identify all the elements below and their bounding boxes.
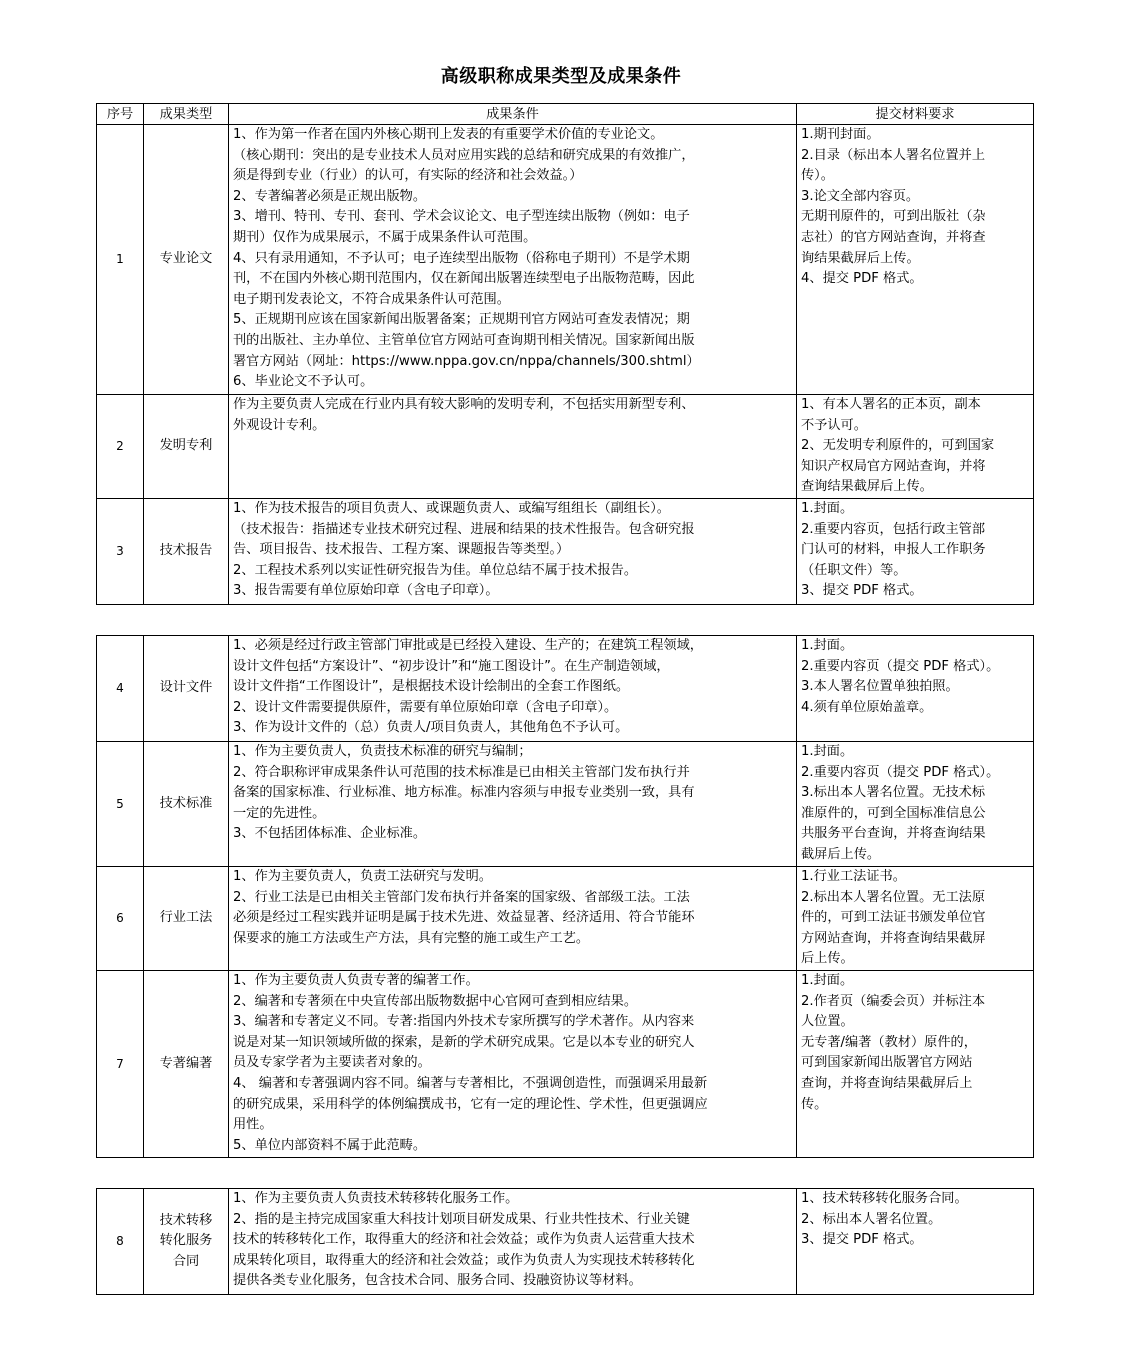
row-number: 3 xyxy=(97,499,144,605)
material-text-line: （任职文件）等。 xyxy=(801,562,907,578)
condition-text-line: 作为主要负责人完成在行业内具有较大影响的发明专利，不包括实用新型专利、 xyxy=(233,397,695,412)
material-requirements xyxy=(797,1189,1034,1295)
condition-text-line: 2、行业工法是已由相关主管部门发布执行并备案的国家级、省部级工法。工法 xyxy=(233,889,690,905)
condition-text-line: 2、符合职称评审成果条件认可范围的技术标准是已由相关主管部门发布执行并 xyxy=(233,764,690,780)
material-text-line: 共服务平台查询，并将查询结果 xyxy=(801,826,986,842)
achievement-conditions xyxy=(229,636,797,742)
condition-text-line: 5、单位内部资料不属于此范畴。 xyxy=(233,1137,427,1153)
table-row xyxy=(97,1189,1034,1295)
material-requirements xyxy=(797,395,1034,499)
material-text-line: 1.期刊封面。 xyxy=(801,127,880,142)
material-text-line: 志社）的官方网站查询，并将查 xyxy=(801,229,986,245)
material-text-line: 4.须有单位原始盖章。 xyxy=(801,699,933,715)
condition-text-line: （技术报告：指描述专业技术研究过程、进展和结果的技术性报告。包含研究报 xyxy=(233,521,695,537)
material-requirements xyxy=(797,742,1034,867)
achievement-type xyxy=(144,1189,229,1295)
material-text-line: 1.封面。 xyxy=(801,973,854,988)
material-text-line: 可到国家新闻出版署官方网站 xyxy=(801,1055,973,1071)
type-label-line: 转化服务 xyxy=(159,1233,213,1249)
condition-text-line: 员及专家学者为主要读者对象的。 xyxy=(233,1055,431,1071)
achievement-type xyxy=(144,125,229,395)
achievement-type xyxy=(144,742,229,867)
condition-text-line: 3、不包括团体标准、企业标准。 xyxy=(233,826,427,842)
condition-text-line: 署官方网站（网址：https://www.nppa.gov.cn/nppa/channels/300.shtml） xyxy=(233,353,700,369)
material-text-line: 方网站查询，并将查询结果截屏 xyxy=(801,930,986,946)
achievement-conditions xyxy=(229,125,797,395)
material-text-line: 1.行业工法证书。 xyxy=(801,869,906,884)
material-text-line: 3.标出本人署名位置。无技术标 xyxy=(801,785,986,801)
table-row xyxy=(97,867,1034,971)
condition-text-line: 外观设计专利。 xyxy=(233,417,326,433)
condition-text-line: 2、专著编著必须是正规出版物。 xyxy=(233,188,427,204)
material-text-line: 人位置。 xyxy=(801,1014,854,1030)
condition-text-line: 1、作为技术报告的项目负责人、或课题负责人、或编写组组长（副组长）。 xyxy=(233,501,670,516)
material-text-line: 2.作者页（编委会页）并标注本 xyxy=(801,993,986,1009)
condition-text-line: 2、工程技术系列以实证性研究报告为佳。单位总结不属于技术报告。 xyxy=(233,562,638,578)
condition-text-line: 1、作为主要负责人，负责技术标准的研究与编制； xyxy=(233,744,532,759)
material-text-line: 1.封面。 xyxy=(801,744,854,759)
material-text-line: 1.封面。 xyxy=(801,501,854,516)
condition-text-line: 5、正规期刊应该在国家新闻出版署备案；正规期刊官方网站可查发表情况；期 xyxy=(233,312,690,328)
material-text-line: 2.重要内容页（提交 PDF 格式）。 xyxy=(801,658,1000,674)
condition-text-line: 1、作为主要负责人负责专著的编著工作。 xyxy=(233,973,479,988)
material-text-line: 门认可的材料，申报人工作职务 xyxy=(801,542,986,558)
row-number: 4 xyxy=(97,636,144,742)
header-type: 成果类型 xyxy=(144,104,229,125)
material-requirements xyxy=(797,125,1034,395)
condition-text-line: 1、作为主要负责人，负责工法研究与发明。 xyxy=(233,869,492,884)
material-text-line: 4、提交 PDF 格式。 xyxy=(801,271,923,287)
material-text-line: 2.重要内容页，包括行政主管部 xyxy=(801,521,986,537)
material-text-line: 3、提交 PDF 格式。 xyxy=(801,1232,923,1248)
row-number: 2 xyxy=(97,395,144,499)
condition-text-line: 保要求的施工方法或生产方法，具有完整的施工或生产工艺。 xyxy=(233,930,590,946)
condition-text-line: 1、作为第一作者在国内外核心期刊上发表的有重要学术价值的专业论文。 xyxy=(233,127,664,142)
material-text-line: 2.重要内容页（提交 PDF 格式）。 xyxy=(801,764,1000,780)
material-text-line: 1、技术转移转化服务合同。 xyxy=(801,1191,968,1206)
condition-text-line: 2、编著和专著须在中央宣传部出版物数据中心官网可查到相应结果。 xyxy=(233,993,638,1009)
material-requirements xyxy=(797,499,1034,605)
achievement-conditions xyxy=(229,395,797,499)
type-label-line: 设计文件 xyxy=(159,680,213,696)
row-number: 1 xyxy=(97,125,144,395)
achievement-conditions xyxy=(229,867,797,971)
condition-text-line: 告、项目报告、技术报告、工程方案、课题报告等类型。） xyxy=(233,542,570,558)
condition-text-line: 技术的转移转化工作，取得重大的经济和社会效益；或作为负责人运营重大技术 xyxy=(233,1232,695,1248)
type-label-line: 发明专利 xyxy=(159,438,213,454)
table-row xyxy=(97,499,1034,605)
requirements-table-part-2 xyxy=(96,635,1034,1158)
material-requirements xyxy=(797,971,1034,1158)
condition-text-line: 4、只有录用通知，不予认可；电子连续型出版物（俗称电子期刊）不是学术期 xyxy=(233,250,690,266)
header-no: 序号 xyxy=(97,104,144,125)
material-requirements xyxy=(797,636,1034,742)
material-text-line: 知识产权局官方网站查询，并将 xyxy=(801,458,986,474)
condition-text-line: 3、作为设计文件的（总）负责人/项目负责人，其他角色不予认可。 xyxy=(233,720,629,736)
material-text-line: 无专著/编著（教材）原件的， xyxy=(801,1034,977,1050)
page-title: 高级职称成果类型及成果条件 xyxy=(440,66,682,87)
material-text-line: 1、有本人署名的正本页，副本 xyxy=(801,397,981,412)
material-text-line: 2、无发明专利原件的，可到国家 xyxy=(801,438,995,454)
type-label-line: 专著编著 xyxy=(159,1055,213,1071)
material-text-line: 2、标出本人署名位置。 xyxy=(801,1211,942,1227)
condition-text-line: 6、毕业论文不予认可。 xyxy=(233,374,374,390)
table-row xyxy=(97,395,1034,499)
table-row xyxy=(97,971,1034,1158)
material-text-line: 传）。 xyxy=(801,168,834,184)
material-text-line: 截屏后上传。 xyxy=(801,846,881,862)
material-text-line: 后上传。 xyxy=(801,951,854,967)
table-row xyxy=(97,636,1034,742)
type-label-line: 专业论文 xyxy=(159,251,213,267)
row-number: 8 xyxy=(97,1189,144,1295)
material-text-line: 3.论文全部内容页。 xyxy=(801,188,920,204)
condition-text-line: 电子期刊发表论文，不符合成果条件认可范围。 xyxy=(233,291,510,307)
achievement-conditions xyxy=(229,499,797,605)
material-text-line: 2.标出本人署名位置。无工法原 xyxy=(801,889,986,905)
material-text-line: 查询结果截屏后上传。 xyxy=(801,479,933,495)
table-row xyxy=(97,125,1034,395)
condition-text-line: 2、设计文件需要提供原件，需要有单位原始印章（含电子印章）。 xyxy=(233,699,618,715)
condition-text-line: 1、必须是经过行政主管部门审批或是已经投入建设、生产的；在建筑工程领域， xyxy=(233,638,703,653)
material-text-line: 2.目录（标出本人署名位置并上 xyxy=(801,147,986,163)
material-text-line: 询结果截屏后上传。 xyxy=(801,250,920,266)
table-header-row xyxy=(97,104,1034,125)
achievement-conditions xyxy=(229,742,797,867)
achievement-conditions xyxy=(229,971,797,1158)
type-label-line: 技术标准 xyxy=(159,795,213,811)
achievement-type xyxy=(144,867,229,971)
material-text-line: 查询，并将查询结果截屏后上 xyxy=(801,1075,973,1091)
header-materials: 提交材料要求 xyxy=(797,104,1034,125)
row-number: 6 xyxy=(97,867,144,971)
condition-text-line: 说是对某一知识领域所做的探索，是新的学术研究成果。它是以本专业的研究人 xyxy=(233,1034,695,1050)
condition-text-line: 成果转化项目，取得重大的经济和社会效益；或作为负责人为实现技术转移转化 xyxy=(233,1252,695,1268)
material-text-line: 3、提交 PDF 格式。 xyxy=(801,583,923,599)
condition-text-line: 设计文件指“工作图设计”，是根据技术设计绘制出的全套工作图纸。 xyxy=(233,679,630,695)
condition-text-line: 备案的国家标准、行业标准、地方标准。标准内容须与申报专业类别一致，具有 xyxy=(233,785,695,801)
type-label-line: 技术转移 xyxy=(159,1212,213,1228)
condition-text-line: 刊，不在国内外核心期刊范围内，仅在新闻出版署连续型电子出版物范畴，因此 xyxy=(233,271,695,287)
condition-text-line: （核心期刊：突出的是专业技术人员对应用实践的总结和研究成果的有效推广， xyxy=(233,147,695,163)
condition-text-line: 期刊）仅作为成果展示，不属于成果条件认可范围。 xyxy=(233,229,537,245)
condition-text-line: 必须是经过工程实践并证明是属于技术先进、效益显著、经济适用、符合节能环 xyxy=(233,910,695,926)
material-text-line: 传。 xyxy=(801,1096,828,1112)
condition-text-line: 刊的出版社、主办单位、主管单位官方网站可查询期刊相关情况。国家新闻出版 xyxy=(233,332,695,348)
material-text-line: 1.封面。 xyxy=(801,638,854,653)
type-label-line: 行业工法 xyxy=(159,910,213,926)
condition-text-line: 3、增刊、特刊、专刊、套刊、学术会议论文、电子型连续出版物（例如：电子 xyxy=(233,209,690,225)
condition-text-line: 设计文件包括“方案设计”、“初步设计”和“施工图设计”。在生产制造领域， xyxy=(233,658,670,674)
condition-text-line: 须是得到专业（行业）的认可，有实际的经济和社会效益。） xyxy=(233,168,583,184)
condition-text-line: 2、指的是主持完成国家重大科技计划项目研发成果、行业共性技术、行业关键 xyxy=(233,1211,690,1227)
achievement-type xyxy=(144,395,229,499)
requirements-table-part-1 xyxy=(96,103,1034,605)
type-label-line: 技术报告 xyxy=(159,543,213,559)
condition-text-line: 一定的先进性。 xyxy=(233,805,326,821)
material-text-line: 3.本人署名位置单独拍照。 xyxy=(801,679,959,695)
condition-text-line: 3、编著和专著定义不同。专著:指国内外技术专家所撰写的学术著作。从内容来 xyxy=(233,1014,695,1030)
material-text-line: 无期刊原件的，可到出版社（杂 xyxy=(801,209,986,225)
material-requirements xyxy=(797,867,1034,971)
achievement-type xyxy=(144,971,229,1158)
material-text-line: 不予认可。 xyxy=(801,417,867,433)
condition-text-line: 提供各类专业化服务，包含技术合同、服务合同、投融资协议等材料。 xyxy=(233,1273,642,1289)
material-text-line: 准原件的，可到全国标准信息公 xyxy=(801,805,986,821)
header-conditions: 成果条件 xyxy=(229,104,797,125)
material-text-line: 件的，可到工法证书颁发单位官 xyxy=(801,910,986,926)
condition-text-line: 1、作为主要负责人负责技术转移转化服务工作。 xyxy=(233,1191,519,1206)
condition-text-line: 用性。 xyxy=(233,1117,273,1133)
type-label-line: 合同 xyxy=(172,1253,200,1269)
condition-text-line: 的研究成果，采用科学的体例编撰成书，它有一定的理论性、学术性，但更强调应 xyxy=(233,1096,708,1112)
row-number: 5 xyxy=(97,742,144,867)
condition-text-line: 4、 编著和专著强调内容不同。编著与专著相比，不强调创造性，而强调采用最新 xyxy=(233,1075,708,1091)
table-row xyxy=(97,742,1034,867)
achievement-type xyxy=(144,499,229,605)
requirements-table-part-3 xyxy=(96,1188,1034,1295)
row-number: 7 xyxy=(97,971,144,1158)
achievement-type xyxy=(144,636,229,742)
condition-text-line: 3、报告需要有单位原始印章（含电子印章）。 xyxy=(233,583,499,599)
achievement-conditions xyxy=(229,1189,797,1295)
